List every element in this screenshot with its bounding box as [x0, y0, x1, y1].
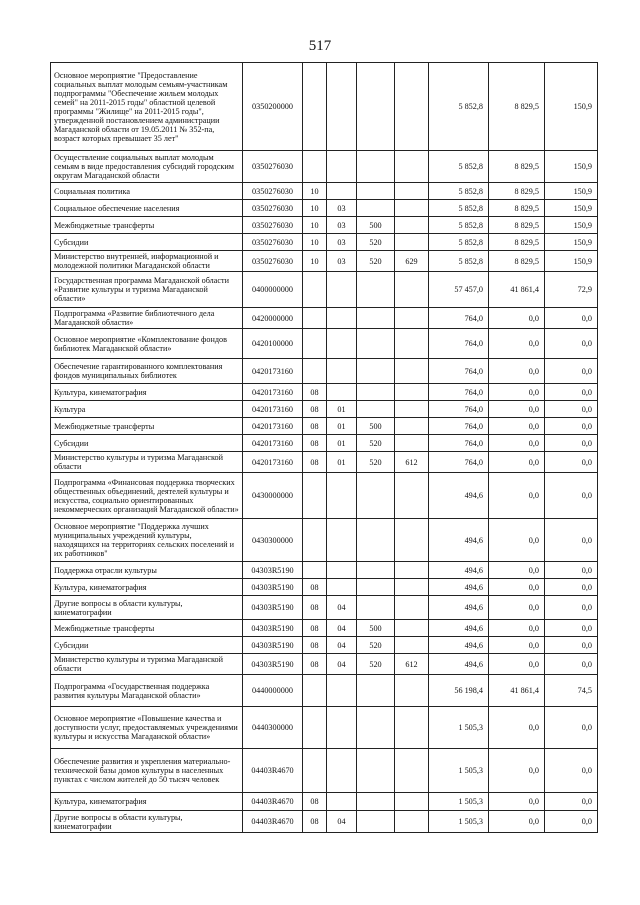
- row-name: Основное мероприятие "Предоставление социальных выплат молодым семьям-участникам подпрограммы "Обеспечение жильем молодых семей" на 2011-2015 годы" областной целевой программы "Жилище" на 2011-2015 годы", утвержденной постановлением администрации Магаданской области от 19.05.2011 № 352-па, возраст которых превышает 35 лет": [51, 63, 243, 151]
- row-admin-code: [395, 183, 429, 200]
- row-executed: 0,0: [489, 654, 545, 675]
- row-code: 0350276030: [243, 151, 303, 183]
- table-row: [51, 234, 598, 251]
- row-admin-code: [395, 562, 429, 579]
- row-executed: 0,0: [489, 452, 545, 473]
- row-subsection: [327, 519, 357, 562]
- row-section: 08: [303, 596, 327, 620]
- table-row: [51, 384, 598, 401]
- row-percent: 0,0: [545, 749, 598, 793]
- row-executed: 8 829,5: [489, 151, 545, 183]
- row-expense-type: [357, 200, 395, 217]
- row-percent: 0,0: [545, 308, 598, 329]
- row-subsection: [327, 272, 357, 308]
- page-number: 517: [308, 38, 332, 54]
- row-name: Основное мероприятие "Поддержка лучших муниципальных учреждений культуры, находящихся на территориях сельских поселений и их работников": [51, 519, 243, 562]
- row-code: 0350200000: [243, 63, 303, 151]
- row-admin-code: [395, 620, 429, 637]
- row-planned: 764,0: [429, 359, 489, 384]
- row-name: Культура, кинематография: [51, 793, 243, 811]
- row-executed: 0,0: [489, 562, 545, 579]
- row-code: 0420173160: [243, 418, 303, 435]
- row-planned: 1 505,3: [429, 811, 489, 833]
- row-name: Другие вопросы в области культуры, кинематографии: [51, 596, 243, 620]
- row-subsection: [327, 63, 357, 151]
- row-code: 0420173160: [243, 359, 303, 384]
- row-code: 0420173160: [243, 401, 303, 418]
- row-subsection: [327, 675, 357, 707]
- row-expense-type: [357, 308, 395, 329]
- table-row: [51, 308, 598, 329]
- row-subsection: 04: [327, 620, 357, 637]
- row-name: Основное мероприятие «Комплектование фондов библиотек Магаданской области»: [51, 329, 243, 359]
- row-section: 10: [303, 251, 327, 272]
- row-code: 0430000000: [243, 473, 303, 519]
- row-expense-type: [357, 707, 395, 749]
- row-expense-type: [357, 519, 395, 562]
- row-percent: 0,0: [545, 793, 598, 811]
- row-code: 0420173160: [243, 435, 303, 452]
- row-expense-type: [357, 359, 395, 384]
- row-planned: 494,6: [429, 620, 489, 637]
- row-planned: 764,0: [429, 329, 489, 359]
- table-row: [51, 251, 598, 272]
- row-admin-code: 612: [395, 452, 429, 473]
- row-expense-type: [357, 579, 395, 596]
- row-name: Поддержка отрасли культуры: [51, 562, 243, 579]
- row-code: 0400000000: [243, 272, 303, 308]
- row-code: 04303R5190: [243, 596, 303, 620]
- row-code: 04303R5190: [243, 654, 303, 675]
- row-percent: 0,0: [545, 359, 598, 384]
- row-expense-type: [357, 272, 395, 308]
- table-row: [51, 63, 598, 151]
- row-percent: 150,9: [545, 63, 598, 151]
- row-name: Субсидии: [51, 637, 243, 654]
- row-subsection: [327, 384, 357, 401]
- row-name: Субсидии: [51, 234, 243, 251]
- row-planned: 764,0: [429, 401, 489, 418]
- row-percent: 0,0: [545, 473, 598, 519]
- row-executed: 0,0: [489, 473, 545, 519]
- row-section: 08: [303, 418, 327, 435]
- row-planned: 1 505,3: [429, 793, 489, 811]
- row-subsection: 03: [327, 217, 357, 234]
- row-admin-code: [395, 308, 429, 329]
- row-subsection: 04: [327, 637, 357, 654]
- row-executed: 8 829,5: [489, 200, 545, 217]
- row-percent: 0,0: [545, 811, 598, 833]
- row-expense-type: [357, 793, 395, 811]
- table-row: [51, 272, 598, 308]
- row-percent: 0,0: [545, 654, 598, 675]
- row-admin-code: [395, 359, 429, 384]
- table-row: [51, 562, 598, 579]
- row-section: 08: [303, 637, 327, 654]
- row-code: 04303R5190: [243, 562, 303, 579]
- row-admin-code: 629: [395, 251, 429, 272]
- table-row: [51, 217, 598, 234]
- row-name: Межбюджетные трансферты: [51, 620, 243, 637]
- table-row: [51, 435, 598, 452]
- row-executed: 8 829,5: [489, 63, 545, 151]
- table-row: [51, 793, 598, 811]
- row-executed: 41 861,4: [489, 272, 545, 308]
- row-executed: 0,0: [489, 793, 545, 811]
- row-expense-type: 500: [357, 620, 395, 637]
- row-admin-code: [395, 675, 429, 707]
- row-planned: 5 852,8: [429, 183, 489, 200]
- row-section: 08: [303, 435, 327, 452]
- row-subsection: [327, 473, 357, 519]
- row-executed: 0,0: [489, 749, 545, 793]
- row-subsection: 03: [327, 200, 357, 217]
- row-name: Социальная политика: [51, 183, 243, 200]
- row-admin-code: [395, 384, 429, 401]
- row-expense-type: 520: [357, 435, 395, 452]
- table-row: [51, 637, 598, 654]
- row-name: Социальное обеспечение населения: [51, 200, 243, 217]
- row-code: 0440300000: [243, 707, 303, 749]
- row-executed: 0,0: [489, 637, 545, 654]
- row-subsection: [327, 707, 357, 749]
- row-admin-code: [395, 749, 429, 793]
- row-planned: 57 457,0: [429, 272, 489, 308]
- row-subsection: 01: [327, 452, 357, 473]
- row-expense-type: 520: [357, 251, 395, 272]
- row-planned: 5 852,8: [429, 63, 489, 151]
- row-planned: 764,0: [429, 435, 489, 452]
- row-executed: 8 829,5: [489, 183, 545, 200]
- row-section: 08: [303, 620, 327, 637]
- row-admin-code: 612: [395, 654, 429, 675]
- row-expense-type: [357, 562, 395, 579]
- row-section: 08: [303, 793, 327, 811]
- row-percent: 0,0: [545, 637, 598, 654]
- row-percent: 150,9: [545, 151, 598, 183]
- row-expense-type: [357, 473, 395, 519]
- row-name: Государственная программа Магаданской области «Развитие культуры и туризма Магаданской области»: [51, 272, 243, 308]
- row-planned: 1 505,3: [429, 707, 489, 749]
- row-admin-code: [395, 707, 429, 749]
- row-subsection: 03: [327, 234, 357, 251]
- row-section: 08: [303, 654, 327, 675]
- row-section: 08: [303, 811, 327, 833]
- row-section: [303, 359, 327, 384]
- row-code: 0350276030: [243, 200, 303, 217]
- row-planned: 494,6: [429, 579, 489, 596]
- row-section: [303, 329, 327, 359]
- row-section: 08: [303, 452, 327, 473]
- row-expense-type: [357, 811, 395, 833]
- row-percent: 0,0: [545, 562, 598, 579]
- row-planned: 5 852,8: [429, 151, 489, 183]
- table-row: [51, 579, 598, 596]
- table-row: [51, 200, 598, 217]
- table-row: [51, 452, 598, 473]
- row-expense-type: [357, 596, 395, 620]
- row-name: Министерство культуры и туризма Магаданской области: [51, 654, 243, 675]
- row-subsection: [327, 579, 357, 596]
- row-percent: 0,0: [545, 435, 598, 452]
- row-admin-code: [395, 519, 429, 562]
- row-planned: 56 198,4: [429, 675, 489, 707]
- row-percent: 150,9: [545, 183, 598, 200]
- row-expense-type: 500: [357, 217, 395, 234]
- row-section: [303, 63, 327, 151]
- row-planned: 494,6: [429, 562, 489, 579]
- row-subsection: 04: [327, 596, 357, 620]
- row-name: Осуществление социальных выплат молодым семьям в виде предоставления субсидий городским округам Магаданской области: [51, 151, 243, 183]
- row-planned: 5 852,8: [429, 251, 489, 272]
- row-subsection: 01: [327, 418, 357, 435]
- table-row: [51, 654, 598, 675]
- row-executed: 0,0: [489, 329, 545, 359]
- row-executed: 0,0: [489, 519, 545, 562]
- row-admin-code: [395, 435, 429, 452]
- row-name: Культура, кинематография: [51, 579, 243, 596]
- row-percent: 0,0: [545, 329, 598, 359]
- row-executed: 0,0: [489, 435, 545, 452]
- row-percent: 0,0: [545, 452, 598, 473]
- row-section: 08: [303, 401, 327, 418]
- row-section: [303, 151, 327, 183]
- row-section: [303, 308, 327, 329]
- row-section: [303, 562, 327, 579]
- table-row: [51, 811, 598, 833]
- row-name: Министерство культуры и туризма Магаданской области: [51, 452, 243, 473]
- row-section: 08: [303, 579, 327, 596]
- row-executed: 0,0: [489, 401, 545, 418]
- row-planned: 494,6: [429, 596, 489, 620]
- row-planned: 1 505,3: [429, 749, 489, 793]
- row-admin-code: [395, 272, 429, 308]
- row-code: 0420173160: [243, 452, 303, 473]
- row-percent: 0,0: [545, 384, 598, 401]
- row-percent: 0,0: [545, 418, 598, 435]
- row-subsection: [327, 329, 357, 359]
- row-subsection: 04: [327, 811, 357, 833]
- row-code: 04403R4670: [243, 811, 303, 833]
- row-admin-code: [395, 579, 429, 596]
- row-code: 0430300000: [243, 519, 303, 562]
- row-executed: 0,0: [489, 359, 545, 384]
- row-name: Культура: [51, 401, 243, 418]
- row-percent: 150,9: [545, 251, 598, 272]
- row-planned: 764,0: [429, 308, 489, 329]
- row-code: 0420100000: [243, 329, 303, 359]
- row-subsection: 01: [327, 435, 357, 452]
- row-name: Основное мероприятие «Повышение качества и доступности услуг, предоставляемых учреждениями культуры и искусства Магаданской области»: [51, 707, 243, 749]
- row-subsection: [327, 562, 357, 579]
- row-name: Межбюджетные трансферты: [51, 418, 243, 435]
- row-admin-code: [395, 811, 429, 833]
- row-subsection: 03: [327, 251, 357, 272]
- table-row: [51, 707, 598, 749]
- row-percent: 0,0: [545, 620, 598, 637]
- row-percent: 0,0: [545, 401, 598, 418]
- row-code: 0350276030: [243, 183, 303, 200]
- row-code: 0350276030: [243, 234, 303, 251]
- table-row: [51, 151, 598, 183]
- row-subsection: [327, 359, 357, 384]
- row-executed: 8 829,5: [489, 251, 545, 272]
- row-expense-type: [357, 329, 395, 359]
- row-expense-type: [357, 675, 395, 707]
- row-code: 04403R4670: [243, 749, 303, 793]
- row-name: Подпрограмма «Финансовая поддержка творческих общественных объединений, деятелей культуры и искусства, социально ориентированных некоммерческих организаций Магаданской области»: [51, 473, 243, 519]
- row-name: Подпрограмма «Государственная поддержка развития культуры Магаданской области»: [51, 675, 243, 707]
- row-subsection: 04: [327, 654, 357, 675]
- row-executed: 0,0: [489, 707, 545, 749]
- row-expense-type: 520: [357, 452, 395, 473]
- table-row: [51, 519, 598, 562]
- row-percent: 74,5: [545, 675, 598, 707]
- table-row: [51, 749, 598, 793]
- row-name: Межбюджетные трансферты: [51, 217, 243, 234]
- row-admin-code: [395, 200, 429, 217]
- table-row: [51, 401, 598, 418]
- row-expense-type: 520: [357, 654, 395, 675]
- row-section: 10: [303, 200, 327, 217]
- row-expense-type: [357, 151, 395, 183]
- row-expense-type: [357, 183, 395, 200]
- table-row: [51, 418, 598, 435]
- row-section: [303, 519, 327, 562]
- row-subsection: [327, 749, 357, 793]
- row-executed: 8 829,5: [489, 217, 545, 234]
- table-row: [51, 359, 598, 384]
- row-percent: 0,0: [545, 519, 598, 562]
- row-name: Другие вопросы в области культуры, кинематографии: [51, 811, 243, 833]
- row-code: 0350276030: [243, 217, 303, 234]
- row-executed: 0,0: [489, 596, 545, 620]
- row-name: Подпрограмма «Развитие библиотечного дела Магаданской области»: [51, 308, 243, 329]
- row-expense-type: 520: [357, 637, 395, 654]
- row-section: [303, 473, 327, 519]
- table-row: [51, 473, 598, 519]
- row-subsection: [327, 793, 357, 811]
- row-code: 04303R5190: [243, 620, 303, 637]
- row-admin-code: [395, 329, 429, 359]
- row-planned: 5 852,8: [429, 200, 489, 217]
- row-planned: 494,6: [429, 519, 489, 562]
- row-admin-code: [395, 234, 429, 251]
- row-percent: 0,0: [545, 596, 598, 620]
- row-percent: 150,9: [545, 217, 598, 234]
- row-planned: 5 852,8: [429, 217, 489, 234]
- budget-table: [50, 62, 598, 833]
- row-executed: 0,0: [489, 620, 545, 637]
- row-name: Субсидии: [51, 435, 243, 452]
- row-admin-code: [395, 217, 429, 234]
- row-code: 0440000000: [243, 675, 303, 707]
- table-row: [51, 620, 598, 637]
- row-percent: 0,0: [545, 579, 598, 596]
- row-admin-code: [395, 473, 429, 519]
- row-admin-code: [395, 637, 429, 654]
- row-admin-code: [395, 401, 429, 418]
- row-admin-code: [395, 793, 429, 811]
- row-section: 10: [303, 217, 327, 234]
- row-code: 04403R4670: [243, 793, 303, 811]
- row-code: 0350276030: [243, 251, 303, 272]
- row-code: 04303R5190: [243, 637, 303, 654]
- row-admin-code: [395, 151, 429, 183]
- row-executed: 0,0: [489, 384, 545, 401]
- table-row: [51, 596, 598, 620]
- row-code: 04303R5190: [243, 579, 303, 596]
- row-section: 10: [303, 234, 327, 251]
- row-section: [303, 707, 327, 749]
- row-expense-type: [357, 401, 395, 418]
- row-expense-type: [357, 384, 395, 401]
- row-name: Обеспечение гарантированного комплектования фондов муниципальных библиотек: [51, 359, 243, 384]
- row-percent: 0,0: [545, 707, 598, 749]
- row-executed: 8 829,5: [489, 234, 545, 251]
- row-expense-type: [357, 749, 395, 793]
- row-executed: 41 861,4: [489, 675, 545, 707]
- row-percent: 150,9: [545, 200, 598, 217]
- table-row: [51, 329, 598, 359]
- row-planned: 494,6: [429, 473, 489, 519]
- row-planned: 494,6: [429, 654, 489, 675]
- row-planned: 764,0: [429, 452, 489, 473]
- row-executed: 0,0: [489, 579, 545, 596]
- row-percent: 150,9: [545, 234, 598, 251]
- row-planned: 5 852,8: [429, 234, 489, 251]
- row-planned: 764,0: [429, 384, 489, 401]
- row-subsection: [327, 151, 357, 183]
- row-expense-type: 520: [357, 234, 395, 251]
- row-admin-code: [395, 418, 429, 435]
- row-planned: 764,0: [429, 418, 489, 435]
- row-expense-type: [357, 63, 395, 151]
- row-executed: 0,0: [489, 418, 545, 435]
- row-admin-code: [395, 596, 429, 620]
- row-section: 08: [303, 384, 327, 401]
- table-row: [51, 183, 598, 200]
- row-percent: 72,9: [545, 272, 598, 308]
- row-name: Министерство внутренней, информационной и молодежной политики Магаданской области: [51, 251, 243, 272]
- row-executed: 0,0: [489, 308, 545, 329]
- row-admin-code: [395, 63, 429, 151]
- row-code: 0420000000: [243, 308, 303, 329]
- row-subsection: [327, 308, 357, 329]
- row-planned: 494,6: [429, 637, 489, 654]
- row-subsection: 01: [327, 401, 357, 418]
- row-section: [303, 749, 327, 793]
- row-section: 10: [303, 183, 327, 200]
- table-row: [51, 675, 598, 707]
- row-section: [303, 272, 327, 308]
- row-executed: 0,0: [489, 811, 545, 833]
- row-name: Обеспечение развития и укрепления материально-технической базы домов культуры в населенных пунктах с числом жителей до 50 тысяч человек: [51, 749, 243, 793]
- row-subsection: [327, 183, 357, 200]
- row-name: Культура, кинематография: [51, 384, 243, 401]
- row-section: [303, 675, 327, 707]
- row-code: 0420173160: [243, 384, 303, 401]
- row-expense-type: 500: [357, 418, 395, 435]
